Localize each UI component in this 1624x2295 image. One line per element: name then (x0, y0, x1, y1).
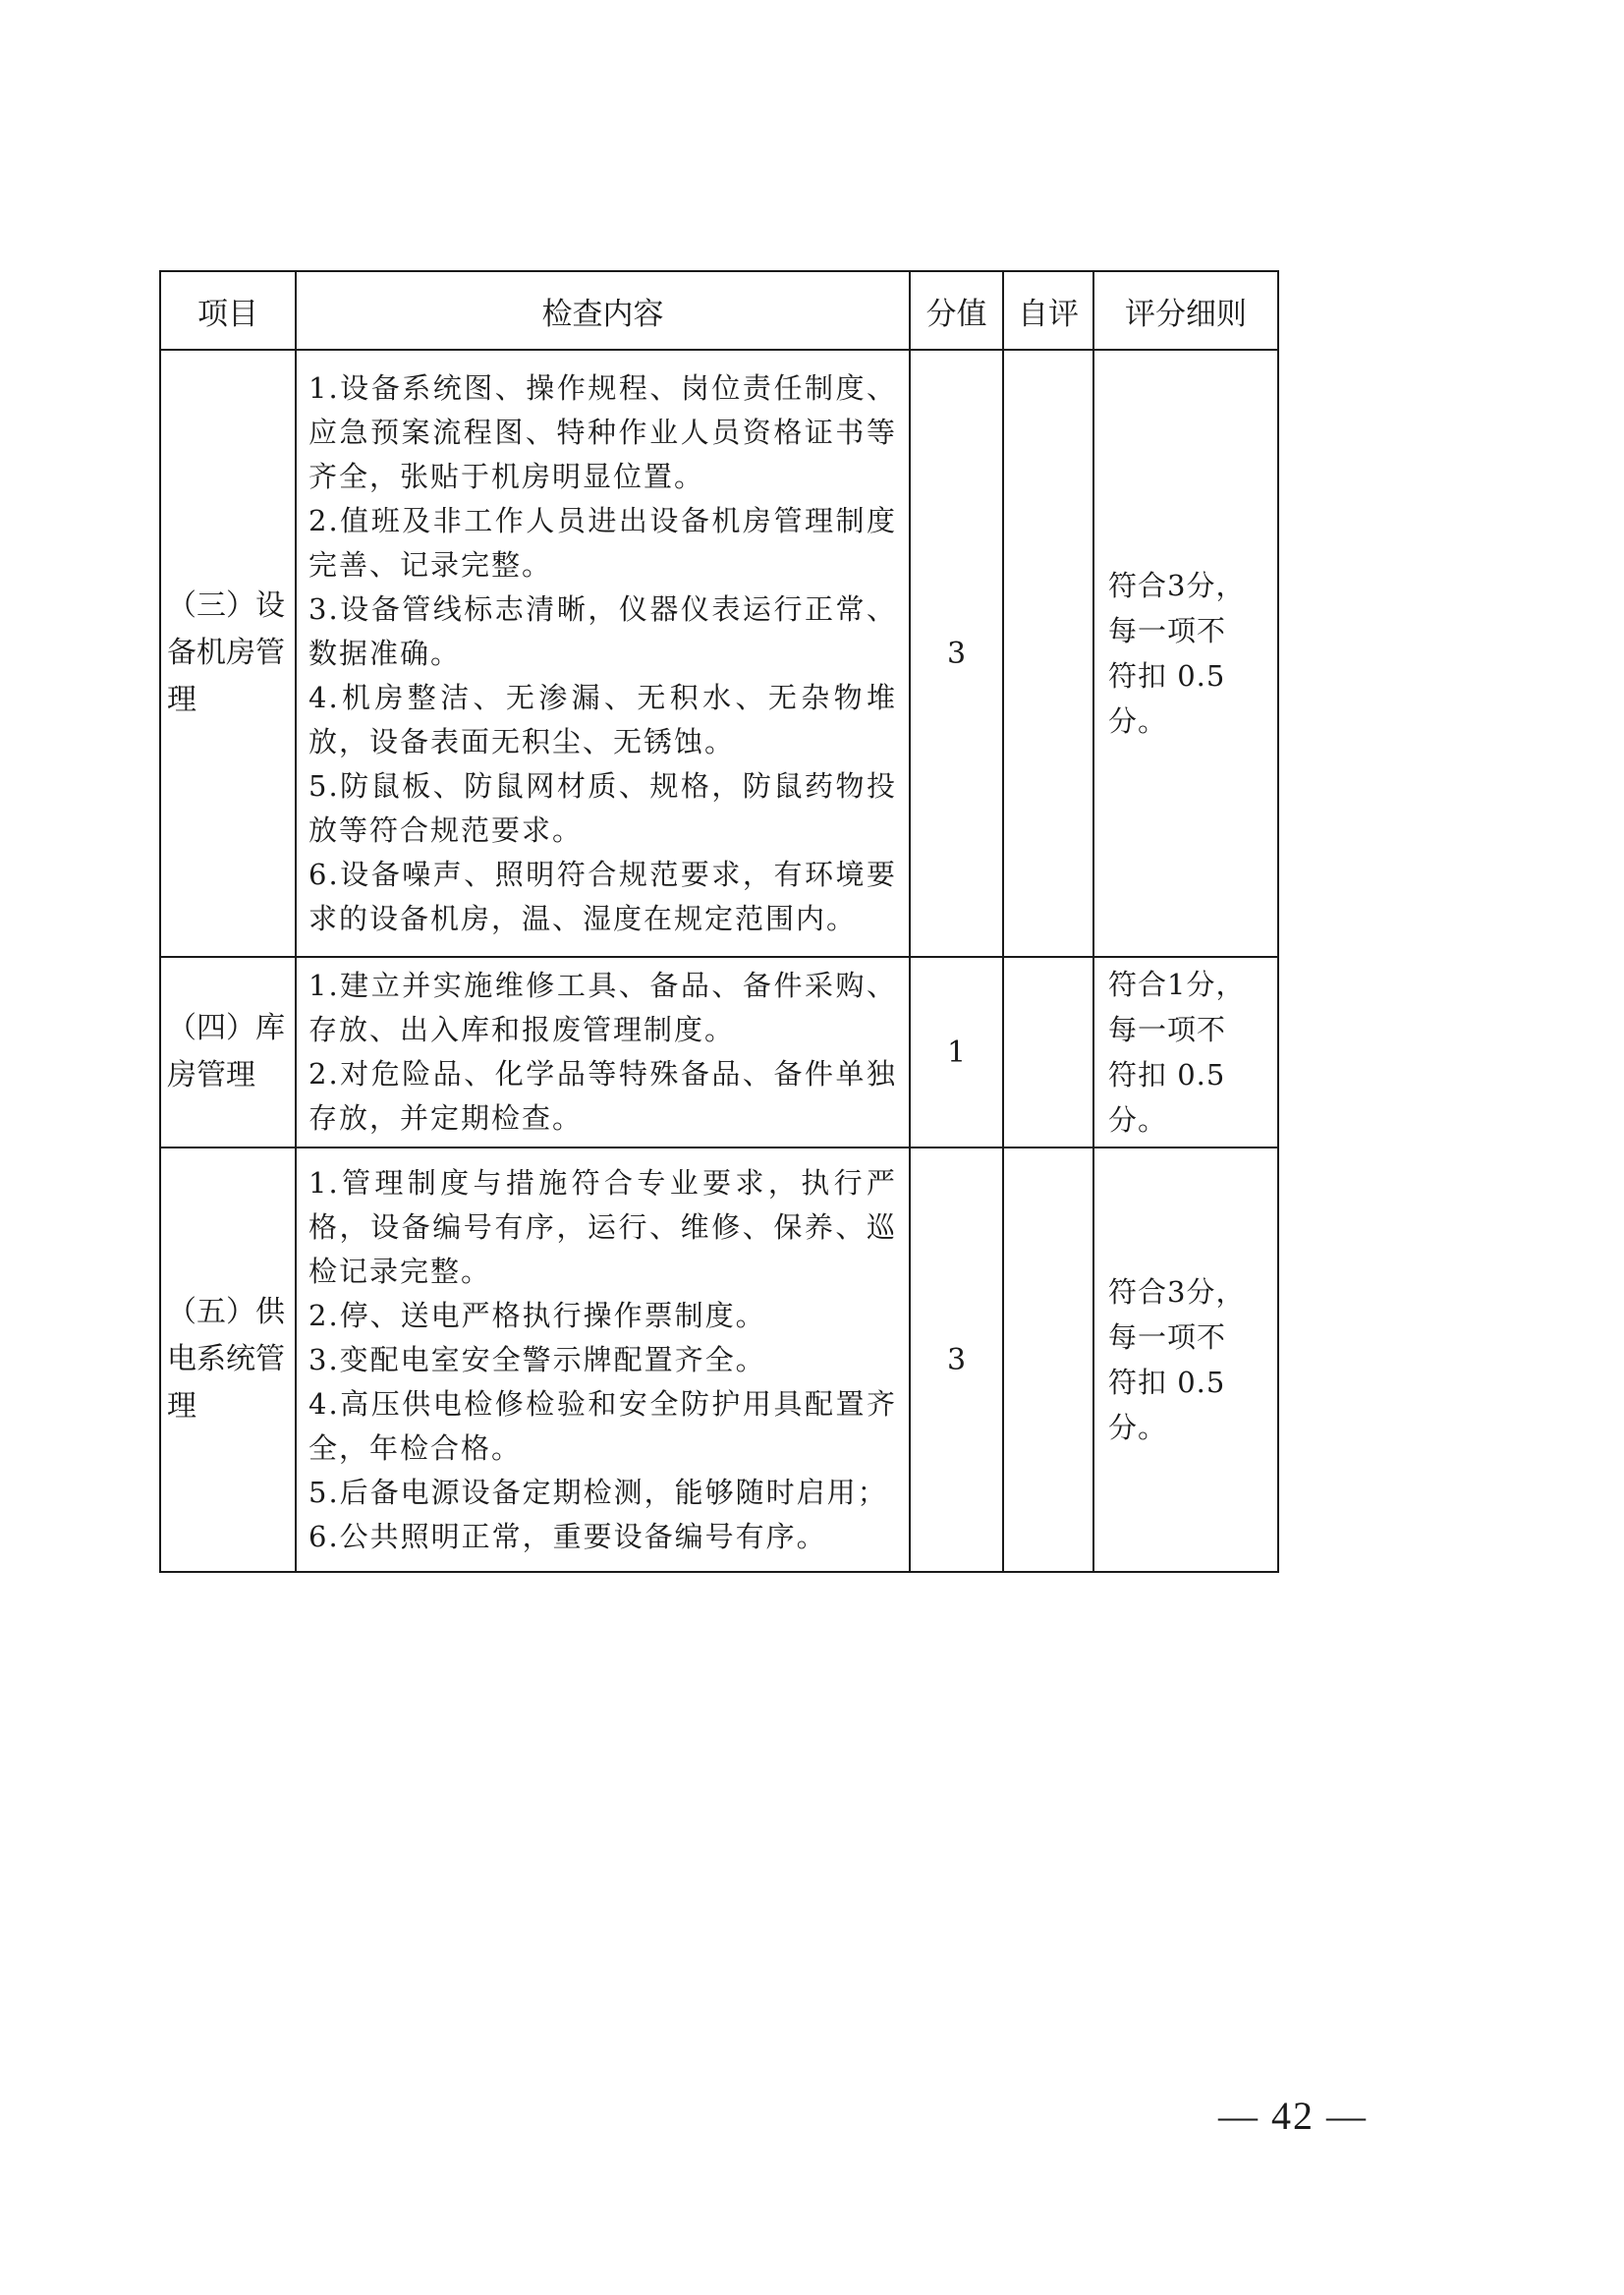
content-line: 3.设备管线标志清晰，仪器仪表运行正常、数据准确。 (308, 591, 897, 670)
content-line: 2.停、送电严格执行操作票制度。 (308, 1298, 766, 1332)
rule-line: 每一项不 (1108, 614, 1227, 647)
self-eval-cell[interactable] (1003, 957, 1093, 1148)
rules-cell (1093, 1148, 1278, 1572)
content-line: 4.高压供电检修检验和安全防护用具配置齐全，年检合格。 (308, 1386, 897, 1465)
header-item: 项目 (160, 271, 296, 350)
content-line: 4.机房整洁、无渗漏、无积水、无杂物堆放，设备表面无积尘、无锈蚀。 (308, 680, 897, 758)
item-cell (160, 350, 296, 957)
inspection-table (159, 270, 1279, 1573)
table-header-row (160, 271, 1278, 350)
content-line: 1.管理制度与措施符合专业要求，执行严格，设备编号有序，运行、维修、保养、巡检记录完整。 (308, 1165, 897, 1288)
page-number: — 42 — (1218, 2094, 1368, 2138)
item-label: （五）供电系统管理 (167, 1295, 285, 1424)
item-cell (160, 957, 296, 1148)
score-cell: 3 (910, 350, 1003, 957)
score-cell: 3 (910, 1148, 1003, 1572)
content-line: 6.设备噪声、照明符合规范要求，有环境要求的设备机房，温、湿度在规定范围内。 (308, 857, 897, 935)
self-eval-cell[interactable] (1003, 350, 1093, 957)
header-rules: 评分细则 (1093, 271, 1278, 350)
rules-cell (1093, 350, 1278, 957)
table-row (160, 957, 1278, 1148)
item-cell (160, 1148, 296, 1572)
content-line: 1.建立并实施维修工具、备品、备件采购、存放、出入库和报废管理制度。 (308, 969, 897, 1046)
content-cell (296, 1148, 910, 1572)
content-line: 2.对危险品、化学品等特殊备品、备件单独存放，并定期检查。 (308, 1057, 897, 1135)
header-score: 分值 (910, 271, 1003, 350)
content-line: 5.后备电源设备定期检测，能够随时启用； (308, 1475, 888, 1509)
rule-line: 每一项不 (1108, 1320, 1227, 1354)
content-cell (296, 957, 910, 1148)
rule-line: 符合3分， (1108, 1275, 1246, 1309)
rules-cell (1093, 957, 1278, 1148)
rule-line: 符合3分， (1108, 569, 1246, 602)
item-label: （三）设备机房管理 (167, 588, 285, 717)
rule-line: 分。 (1108, 1103, 1168, 1137)
rule-line: 符扣 0.5 (1108, 1058, 1226, 1092)
item-label: （四）库房管理 (167, 1011, 285, 1092)
table-row (160, 1148, 1278, 1572)
rule-line: 分。 (1108, 704, 1168, 738)
rule-line: 符扣 0.5 (1108, 1366, 1226, 1399)
rule-line: 分。 (1108, 1411, 1168, 1444)
rule-line: 每一项不 (1108, 1013, 1227, 1046)
content-line: 5.防鼠板、防鼠网材质、规格，防鼠药物投放等符合规范要求。 (308, 768, 897, 847)
rule-line: 符扣 0.5 (1108, 659, 1226, 693)
rule-line: 符合1分， (1108, 968, 1246, 1001)
content-line: 1.设备系统图、操作规程、岗位责任制度、应急预案流程图、特种作业人员资格证书等齐全，张贴于机房明显位置。 (308, 370, 897, 493)
content-cell (296, 350, 910, 957)
header-content: 检查内容 (296, 271, 910, 350)
content-line: 6.公共照明正常，重要设备编号有序。 (308, 1519, 827, 1553)
self-eval-cell[interactable] (1003, 1148, 1093, 1572)
table-row (160, 350, 1278, 957)
content-line: 3.变配电室安全警示牌配置齐全。 (308, 1342, 766, 1376)
header-self-eval: 自评 (1003, 271, 1093, 350)
content-line: 2.值班及非工作人员进出设备机房管理制度完善、记录完整。 (308, 503, 897, 582)
score-cell: 1 (910, 957, 1003, 1148)
